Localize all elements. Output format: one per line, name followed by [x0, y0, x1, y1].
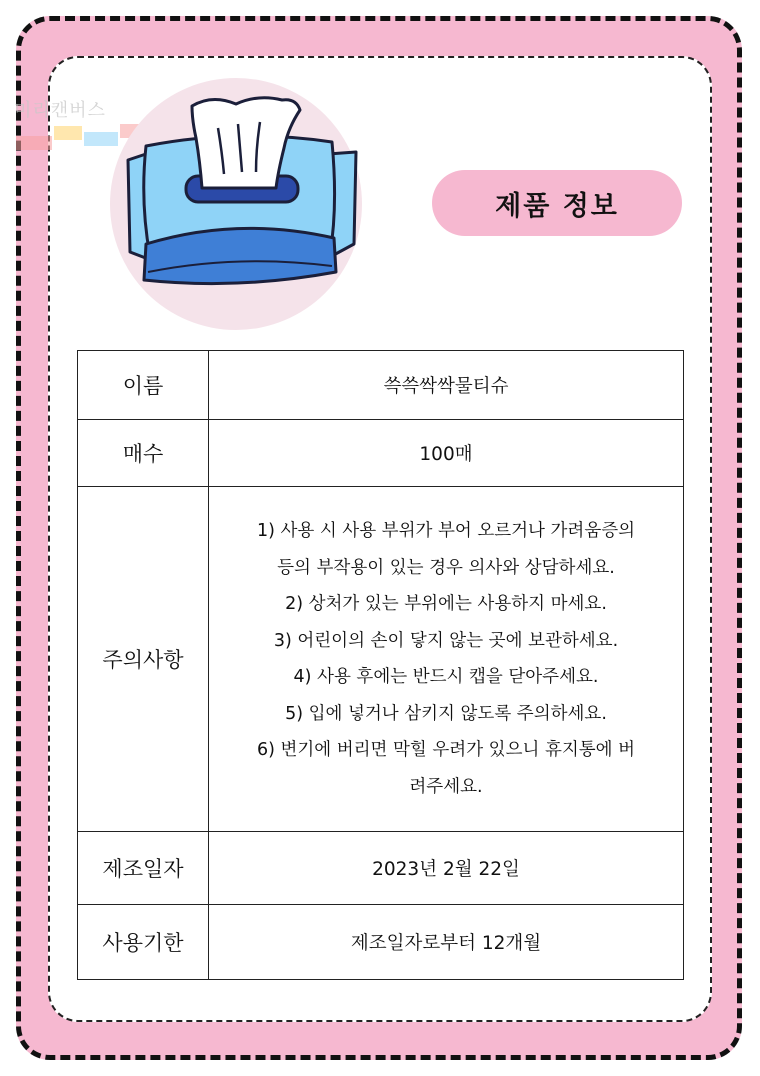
expiry-value: 제조일자로부터 12개월 [209, 905, 684, 980]
manufactured-label: 제조일자 [78, 832, 209, 905]
warning-line: 4) 사용 후에는 반드시 캡을 닫아주세요. [293, 667, 599, 687]
table-row-expiry [78, 905, 684, 980]
watermark-text: 미리캔버스 [14, 100, 106, 121]
count-value: 100매 [209, 420, 684, 487]
warning-line: 1) 사용 시 사용 부위가 부어 오르거나 가려움증의 [256, 521, 636, 541]
name-label: 이름 [78, 351, 209, 420]
expiry-label: 사용기한 [78, 905, 209, 980]
table-row-manufactured [78, 832, 684, 905]
manufactured-value: 2023년 2월 22일 [209, 832, 684, 905]
product-info-table [77, 350, 684, 980]
name-value: 쓱쓱싹싹물티슈 [209, 351, 684, 420]
warnings-label: 주의사항 [78, 487, 209, 832]
table-row-name [78, 351, 684, 420]
warnings-value [209, 487, 684, 832]
table-row-count [78, 420, 684, 487]
warning-line: 2) 상처가 있는 부위에는 사용하지 마세요. [285, 594, 607, 614]
warning-line: 5) 입에 넣거나 삼키지 않도록 주의하세요. [285, 703, 607, 724]
warning-line: 3) 어린이의 손이 닿지 않는 곳에 보관하세요. [273, 630, 619, 651]
product-info-badge: 제품 정보 [432, 170, 682, 236]
warning-line: 6) 변기에 버리면 막힐 우려가 있으니 휴지통에 버 [256, 740, 636, 760]
warning-line: 등의 부작용이 있는 경우 의사와 상담하세요. [277, 557, 615, 578]
wet-tissue-pack-icon [100, 76, 376, 336]
warning-line: 려주세요. [409, 776, 483, 797]
warnings-list [209, 513, 683, 805]
count-label: 매수 [78, 420, 209, 487]
table-row-warnings [78, 487, 684, 832]
